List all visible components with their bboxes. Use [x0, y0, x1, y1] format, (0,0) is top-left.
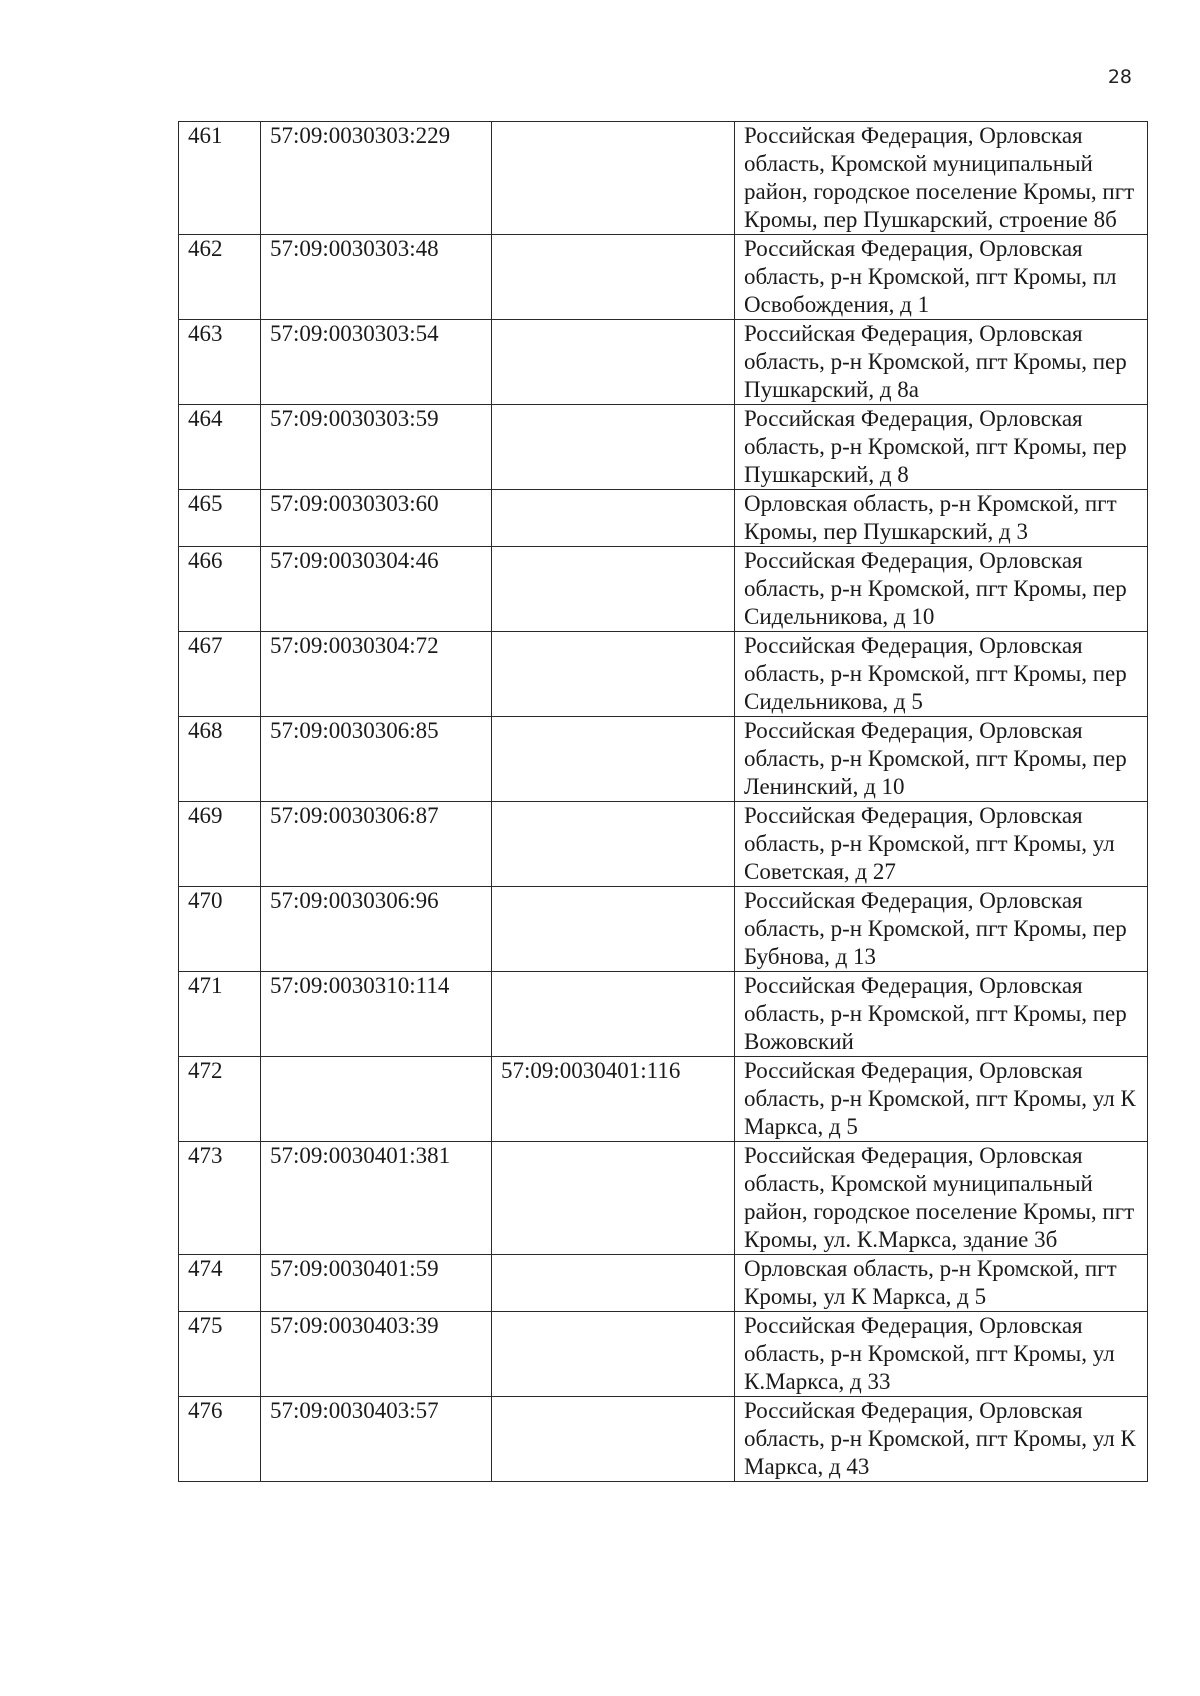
cadastral-number: 57:09:0030303:59 [261, 405, 492, 490]
table-row [179, 802, 1148, 887]
table-row [179, 1142, 1148, 1255]
cadastral-number: 57:09:0030401:381 [261, 1142, 492, 1255]
address: Российская Федерация, Орловская область, р-н Кромской, пгт Кромы, пер Пушкарский, д 8а [735, 320, 1148, 405]
row-number: 472 [179, 1057, 261, 1142]
address: Российская Федерация, Орловская область, р-н Кромской, пгт Кромы, пер Сидельникова, д 5 [735, 632, 1148, 717]
page-number: 28 [1107, 66, 1132, 88]
table-row [179, 122, 1148, 235]
parent-cadastral-number [492, 632, 735, 717]
parent-cadastral-number [492, 405, 735, 490]
address: Российская Федерация, Орловская область, Кромской муниципальный район, городское поселение Кромы, пгт Кромы, пер Пушкарский, строение 8б [735, 122, 1148, 235]
cadastral-number: 57:09:0030304:46 [261, 547, 492, 632]
cadastral-number: 57:09:0030306:96 [261, 887, 492, 972]
row-number: 470 [179, 887, 261, 972]
parent-cadastral-number [492, 1142, 735, 1255]
address: Российская Федерация, Орловская область, р-н Кромской, пгт Кромы, ул К Маркса, д 43 [735, 1397, 1148, 1482]
address: Российская Федерация, Орловская область, р-н Кромской, пгт Кромы, ул Советская, д 27 [735, 802, 1148, 887]
address: Российская Федерация, Орловская область, р-н Кромской, пгт Кромы, пер Бубнова, д 13 [735, 887, 1148, 972]
cadastral-number: 57:09:0030306:85 [261, 717, 492, 802]
table-row [179, 632, 1148, 717]
table-row [179, 1397, 1148, 1482]
row-number: 467 [179, 632, 261, 717]
table-row [179, 405, 1148, 490]
address: Российская Федерация, Орловская область, р-н Кромской, пгт Кромы, пер Пушкарский, д 8 [735, 405, 1148, 490]
row-number: 476 [179, 1397, 261, 1482]
parent-cadastral-number [492, 320, 735, 405]
parent-cadastral-number [492, 122, 735, 235]
cadastral-number [261, 1057, 492, 1142]
parent-cadastral-number [492, 1397, 735, 1482]
row-number: 469 [179, 802, 261, 887]
parent-cadastral-number [492, 887, 735, 972]
table-row [179, 235, 1148, 320]
row-number: 473 [179, 1142, 261, 1255]
row-number: 462 [179, 235, 261, 320]
table-row [179, 1255, 1148, 1312]
row-number: 465 [179, 490, 261, 547]
table-row [179, 717, 1148, 802]
parent-cadastral-number [492, 972, 735, 1057]
parent-cadastral-number [492, 1255, 735, 1312]
row-number: 474 [179, 1255, 261, 1312]
address: Орловская область, р-н Кромской, пгт Кромы, ул К Маркса, д 5 [735, 1255, 1148, 1312]
table-row [179, 887, 1148, 972]
cadastral-number: 57:09:0030310:114 [261, 972, 492, 1057]
cadastral-number: 57:09:0030401:59 [261, 1255, 492, 1312]
cadastral-number: 57:09:0030303:229 [261, 122, 492, 235]
cadastral-number: 57:09:0030304:72 [261, 632, 492, 717]
parent-cadastral-number [492, 802, 735, 887]
address: Российская Федерация, Орловская область, Кромской муниципальный район, городское поселение Кромы, пгт Кромы, ул. К.Маркса, здание 3б [735, 1142, 1148, 1255]
table-row [179, 1057, 1148, 1142]
property-register-table [178, 121, 1148, 1482]
cadastral-number: 57:09:0030306:87 [261, 802, 492, 887]
parent-cadastral-number [492, 490, 735, 547]
address: Российская Федерация, Орловская область, р-н Кромской, пгт Кромы, пер Ленинский, д 10 [735, 717, 1148, 802]
cadastral-number: 57:09:0030303:48 [261, 235, 492, 320]
cadastral-number: 57:09:0030303:54 [261, 320, 492, 405]
row-number: 464 [179, 405, 261, 490]
row-number: 461 [179, 122, 261, 235]
parent-cadastral-number [492, 1312, 735, 1397]
row-number: 463 [179, 320, 261, 405]
row-number: 471 [179, 972, 261, 1057]
parent-cadastral-number [492, 235, 735, 320]
row-number: 466 [179, 547, 261, 632]
address: Российская Федерация, Орловская область, р-н Кромской, пгт Кромы, пер Вожовский [735, 972, 1148, 1057]
table-row [179, 1312, 1148, 1397]
table-row [179, 490, 1148, 547]
parent-cadastral-number: 57:09:0030401:116 [492, 1057, 735, 1142]
parent-cadastral-number [492, 717, 735, 802]
cadastral-number: 57:09:0030303:60 [261, 490, 492, 547]
table-row [179, 547, 1148, 632]
table-row [179, 320, 1148, 405]
cadastral-number: 57:09:0030403:57 [261, 1397, 492, 1482]
address: Российская Федерация, Орловская область, р-н Кромской, пгт Кромы, пл Освобождения, д 1 [735, 235, 1148, 320]
address: Орловская область, р-н Кромской, пгт Кромы, пер Пушкарский, д 3 [735, 490, 1148, 547]
cadastral-number: 57:09:0030403:39 [261, 1312, 492, 1397]
address: Российская Федерация, Орловская область, р-н Кромской, пгт Кромы, ул К Маркса, д 5 [735, 1057, 1148, 1142]
table-body [179, 122, 1148, 1482]
address: Российская Федерация, Орловская область, р-н Кромской, пгт Кромы, ул К.Маркса, д 33 [735, 1312, 1148, 1397]
table-row [179, 972, 1148, 1057]
row-number: 475 [179, 1312, 261, 1397]
parent-cadastral-number [492, 547, 735, 632]
row-number: 468 [179, 717, 261, 802]
address: Российская Федерация, Орловская область, р-н Кромской, пгт Кромы, пер Сидельникова, д 10 [735, 547, 1148, 632]
